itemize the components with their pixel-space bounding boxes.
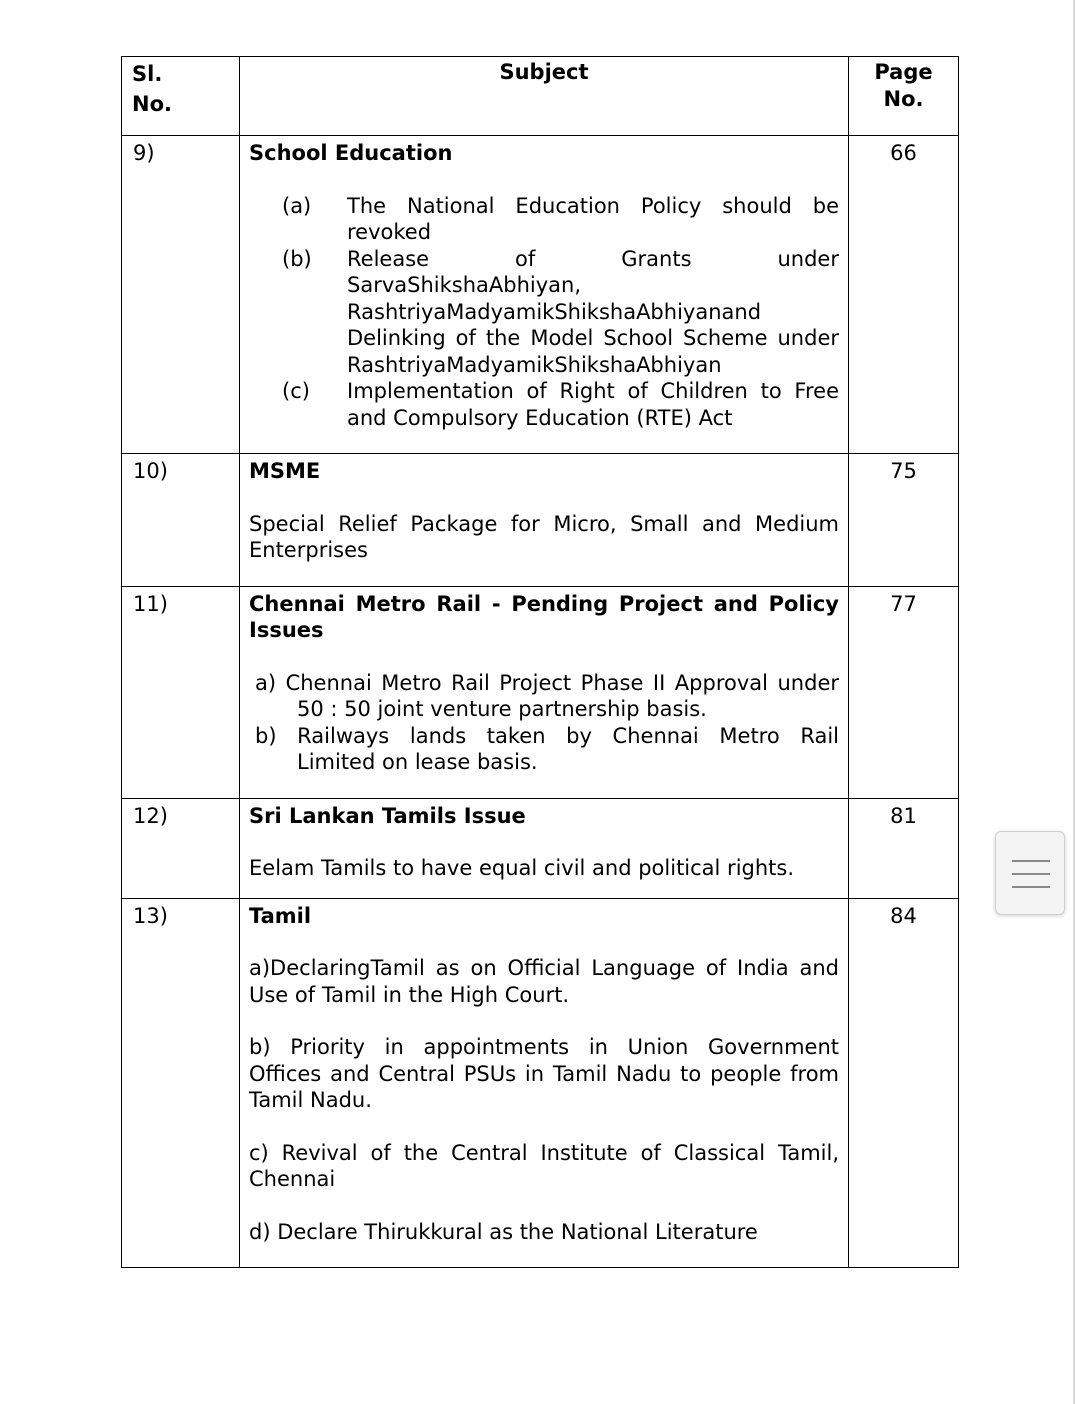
table-header-row	[122, 57, 959, 136]
sl-no-cell: 11)	[122, 586, 240, 798]
item-text: Release of Grants under	[347, 246, 839, 271]
table-row	[122, 798, 959, 898]
section-title: MSME	[249, 459, 321, 483]
sl-no-cell: 12)	[122, 798, 240, 898]
sl-no-cell: 13)	[122, 898, 240, 1268]
item-label: (c)	[282, 379, 310, 403]
item-text: Implementation of Right of Children to Free	[347, 379, 839, 403]
header-page-no	[849, 57, 959, 136]
item-text: and Compulsory Education (RTE) Act	[347, 405, 733, 430]
paragraph	[249, 1219, 839, 1246]
grip-line-icon	[1012, 873, 1050, 875]
item-text: The National Education Policy should be	[347, 193, 839, 218]
header-sl-no	[122, 57, 240, 136]
section-title: Sri Lankan Tamils Issue	[249, 803, 526, 828]
header-page-no-text: Page No.	[874, 60, 933, 111]
body-text: Special Relief Package for Micro, Small and Medium	[249, 511, 839, 536]
contents-table	[121, 56, 959, 1268]
section-title: School Education	[249, 141, 453, 165]
body-text: c) Revival of the Central Institute of Classical Tamil,	[249, 1140, 839, 1165]
table-row	[122, 136, 959, 454]
scroll-handle[interactable]	[995, 831, 1065, 915]
subject-cell	[240, 586, 849, 798]
page-no-cell: 75	[849, 454, 959, 587]
body-text: d) Declare Thirukkural as the National Literature	[249, 1219, 758, 1244]
list-item	[249, 378, 839, 431]
list-item	[249, 670, 839, 723]
sl-no-cell: 9)	[122, 136, 240, 454]
item-label: (a)	[282, 193, 312, 218]
item-text: b) Railways lands taken by Chennai Metro Rail	[255, 723, 839, 748]
body-text: Chennai	[249, 1167, 336, 1191]
subject-cell	[240, 898, 849, 1268]
grip-line-icon	[1012, 886, 1050, 888]
item-text: a) Chennai Metro Rail Project Phase II Approval under	[255, 670, 839, 695]
body-text: Tamil Nadu.	[249, 1088, 372, 1112]
body-text: Offices and Central PSUs in Tamil Nadu to people from	[249, 1061, 839, 1086]
item-text: SarvaShikshaAbhiyan,	[347, 273, 582, 297]
item-text: revoked	[347, 220, 432, 244]
list-item	[249, 246, 839, 379]
table-row	[122, 898, 959, 1268]
page-no-cell: 84	[849, 898, 959, 1268]
section-title: Tamil	[249, 903, 312, 928]
subject-cell	[240, 454, 849, 587]
body-text: Use of Tamil in the High Court.	[249, 982, 570, 1007]
item-text: Delinking of the Model School Scheme under	[347, 326, 839, 350]
page-no-cell: 66	[849, 136, 959, 454]
page-no-cell: 77	[849, 586, 959, 798]
list-item	[249, 193, 839, 246]
item-label: (b)	[282, 246, 312, 271]
body-text: b) Priority in appointments in Union Government	[249, 1035, 839, 1059]
paragraph	[249, 1140, 839, 1193]
body-text: a)DeclaringTamil as on Official Language of India and	[249, 956, 839, 980]
table-row	[122, 454, 959, 587]
grip-line-icon	[1012, 860, 1050, 862]
section-title: Issues	[249, 618, 324, 642]
page-no-cell: 81	[849, 798, 959, 898]
body-text: Eelam Tamils to have equal civil and political rights.	[249, 856, 795, 880]
item-text: RashtriyaMadyamikShikshaAbhiyan	[347, 352, 722, 377]
item-text: 50 : 50 joint venture partnership basis.	[297, 697, 707, 721]
item-text: Limited on lease basis.	[297, 750, 538, 774]
subject-cell	[240, 136, 849, 454]
sl-no-cell: 10)	[122, 454, 240, 587]
list-item	[249, 723, 839, 776]
table-row	[122, 586, 959, 798]
subject-cell	[240, 798, 849, 898]
header-sl-no-text: Sl. No.	[132, 62, 172, 116]
header-subject: Subject	[240, 57, 849, 136]
paragraph	[249, 955, 839, 1008]
body-text: Enterprises	[249, 538, 368, 562]
item-text: RashtriyaMadyamikShikshaAbhiyanand	[347, 299, 762, 324]
section-title: Chennai Metro Rail - Pending Project and Policy	[249, 591, 839, 616]
paragraph	[249, 1034, 839, 1114]
